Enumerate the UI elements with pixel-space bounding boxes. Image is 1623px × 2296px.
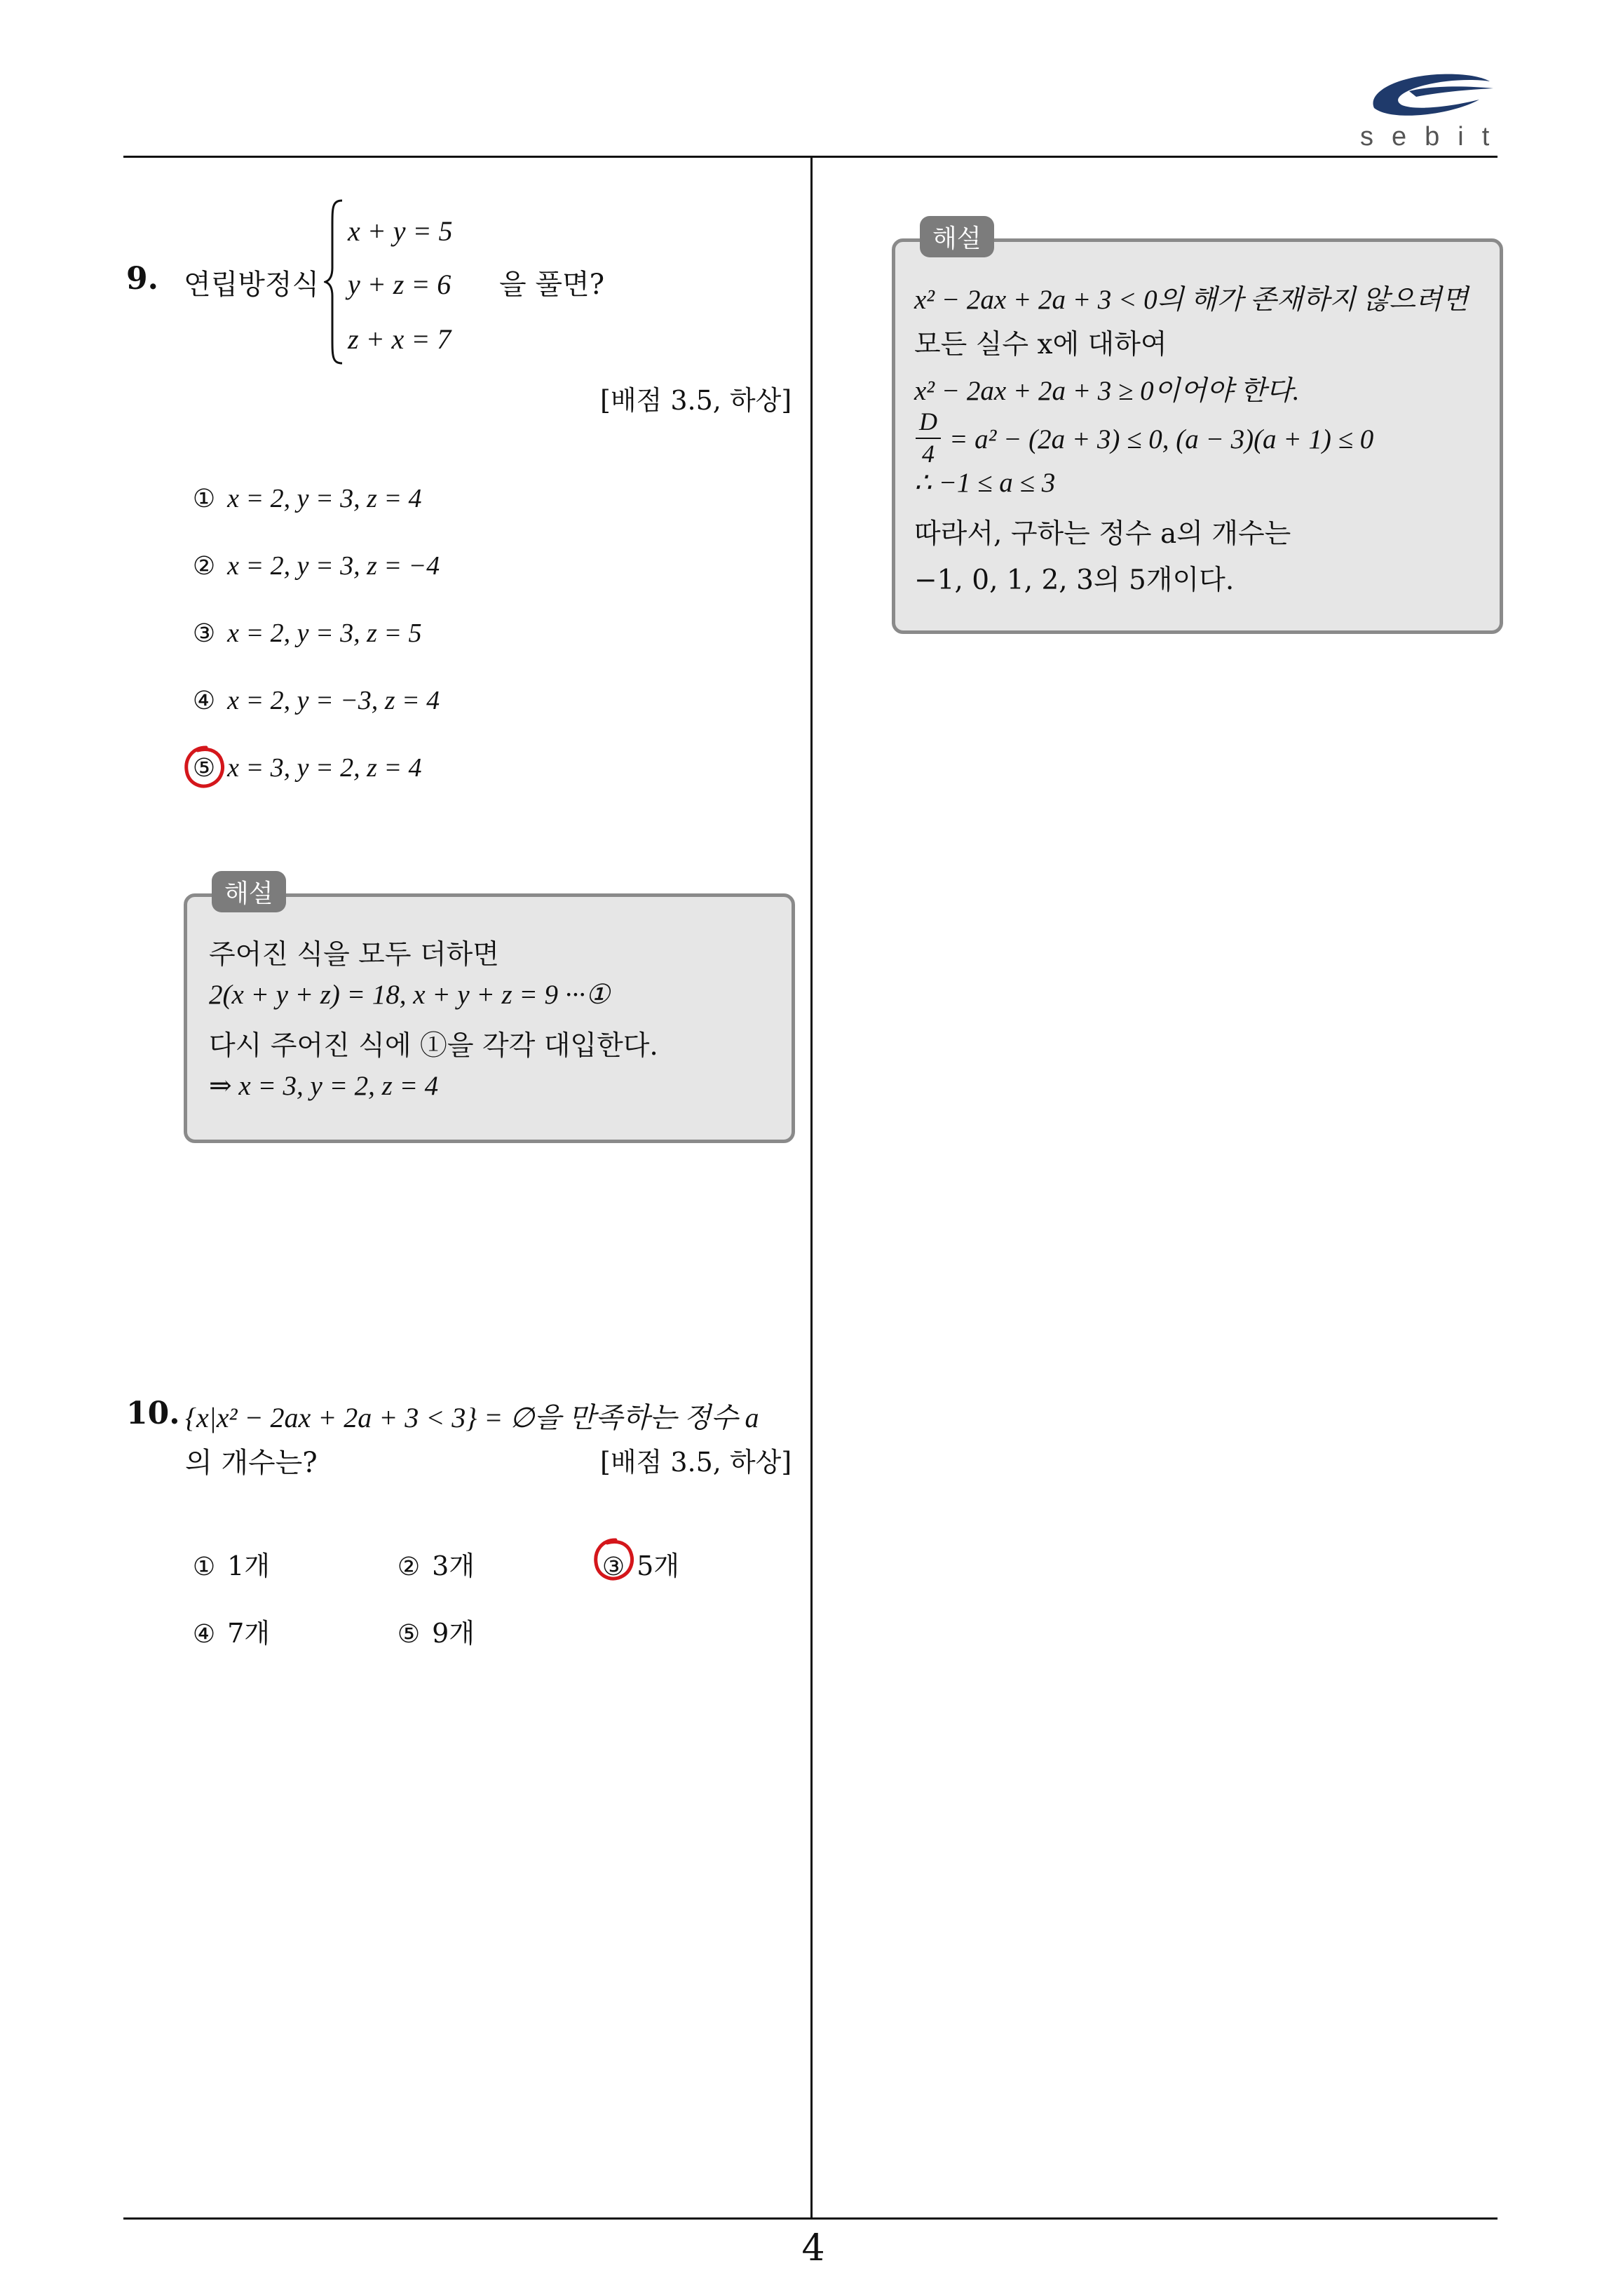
sebit-logo-mark xyxy=(1360,65,1500,121)
q9-prompt: 연립방정식 xyxy=(184,269,320,301)
fraction-numerator: D xyxy=(919,407,937,435)
logo-text: sebit xyxy=(1360,122,1508,151)
option-number: ① xyxy=(192,1553,216,1581)
q9-solution-line-1: 주어진 식을 모두 더하면 xyxy=(209,939,499,971)
q10-solution-line-2: 모든 실수 x에 대하여 xyxy=(914,329,1167,360)
page-number: 4 xyxy=(801,2227,825,2269)
option-text: 5개 xyxy=(637,1551,679,1581)
q10-option-4[interactable] xyxy=(189,1612,270,1650)
q10-solution-line-3: x² − 2ax + 2a + 3 ≥ 0이어야 한다. xyxy=(914,376,1300,406)
q10-line-2: 의 개수는? xyxy=(185,1447,318,1479)
q10-score: [배점 3.5, 하상] xyxy=(600,1447,792,1478)
q9-solution-line-4: ⇒ x = 3, y = 2, z = 4 xyxy=(209,1071,439,1101)
option-number: ③ xyxy=(602,1553,625,1581)
option-text: 3개 xyxy=(432,1551,475,1581)
fraction-denominator: 4 xyxy=(916,438,941,468)
option-text: x = 2, y = 3, z = −4 xyxy=(227,551,440,581)
q9-eq-2: y + z = 6 xyxy=(348,269,451,300)
q10-option-1[interactable] xyxy=(189,1544,270,1583)
option-number: ③ xyxy=(192,619,216,648)
option-text: 1개 xyxy=(227,1551,270,1581)
q10-solution-tag: 해설 xyxy=(920,216,994,257)
q10-solution-line-4: = a² − (2a + 3) ≤ 0, (a − 3)(a + 1) ≤ 0 xyxy=(949,424,1374,454)
option-number: ① xyxy=(192,485,216,513)
option-number: ④ xyxy=(192,687,216,715)
q9-solution-line-2: 2(x + y + z) = 18, x + y + z = 9 ···① xyxy=(209,980,610,1010)
q9-score: [배점 3.5, 하상] xyxy=(600,385,792,416)
q9-number: 9. xyxy=(126,261,158,297)
q10-option-3[interactable] xyxy=(599,1544,679,1583)
q10-solution-line-7: −1, 0, 1, 2, 3의 5개이다. xyxy=(914,565,1235,596)
q10-fraction xyxy=(916,407,941,468)
q9-option-4[interactable] xyxy=(189,684,440,716)
q9-option-5[interactable] xyxy=(189,752,422,783)
q10-option-2[interactable] xyxy=(394,1544,475,1583)
q9-suffix: 을 풀면? xyxy=(499,269,605,301)
footer-rule xyxy=(123,2217,1498,2220)
q9-system-brace xyxy=(324,198,345,366)
option-number: ⑤ xyxy=(397,1620,421,1649)
q10-line-1: {x|x² − 2ax + 2a + 3 < 3} = ∅을 만족하는 정수 a xyxy=(185,1402,759,1433)
q10-option-5[interactable] xyxy=(394,1612,475,1650)
sebit-logo xyxy=(1360,65,1508,156)
option-number: ⑤ xyxy=(192,754,216,783)
q9-option-3[interactable] xyxy=(189,617,422,649)
q9-eq-1: x + y = 5 xyxy=(348,215,453,247)
q9-solution-box xyxy=(184,893,795,1143)
option-text: x = 2, y = 3, z = 5 xyxy=(227,619,422,648)
option-number: ④ xyxy=(192,1620,216,1649)
q10-solution-line-5: ∴ −1 ≤ a ≤ 3 xyxy=(914,468,1056,498)
column-divider xyxy=(810,157,813,2217)
q9-option-1[interactable] xyxy=(189,482,422,514)
option-text: 7개 xyxy=(227,1618,270,1649)
option-number: ② xyxy=(397,1553,421,1581)
q10-number: 10. xyxy=(126,1396,180,1431)
q9-option-2[interactable] xyxy=(189,550,440,581)
q10-solution-line-1: x² − 2ax + 2a + 3 < 0의 해가 존재하지 않으려면 xyxy=(914,285,1469,315)
option-text: x = 2, y = 3, z = 4 xyxy=(227,484,422,513)
q10-solution-line-6: 따라서, 구하는 정수 a의 개수는 xyxy=(914,518,1291,550)
option-text: x = 3, y = 2, z = 4 xyxy=(227,753,422,783)
q9-solution-line-3: 다시 주어진 식에 ①을 각각 대입한다. xyxy=(209,1030,658,1062)
option-number: ② xyxy=(192,552,216,581)
q9-solution-tag: 해설 xyxy=(212,871,286,912)
option-text: 9개 xyxy=(432,1618,475,1649)
option-text: x = 2, y = −3, z = 4 xyxy=(227,686,440,715)
q9-eq-3: z + x = 7 xyxy=(348,323,451,355)
